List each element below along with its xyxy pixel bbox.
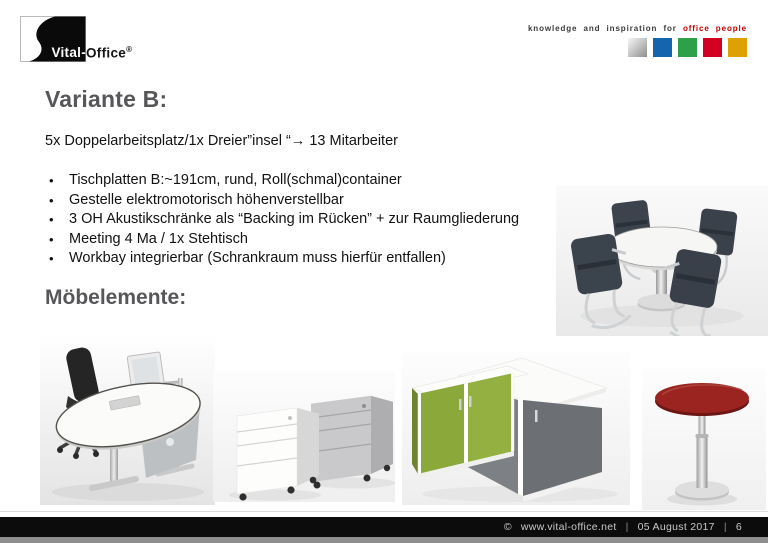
footer-url: www.vital-office.net <box>520 521 617 533</box>
footer-separator: | <box>723 521 727 533</box>
standing-table-image <box>642 368 766 510</box>
page-title: Variante B: <box>45 86 168 112</box>
footer-date: 05 August 2017 <box>637 521 715 533</box>
logo-brand-second: Office® <box>86 45 133 61</box>
bullet-item: • 3 OH Akustikschränke als “Backing im Rücken” + zur Raumgliederung <box>47 210 607 230</box>
acoustic-cabinets-image <box>402 352 630 505</box>
bullet-item: • Gestelle elektromotorisch höhenverstellbar <box>47 191 607 211</box>
rollcontainer-image <box>213 370 395 502</box>
tagline-prefix: knowledge and inspiration for <box>527 24 677 33</box>
footer-strip <box>0 537 768 543</box>
bullet-item: • Workbay integrierbar (Schrankraum muss hierfür entfallen) <box>47 249 607 269</box>
footer-copyright: © <box>503 521 512 533</box>
vital-office-logo <box>20 16 190 68</box>
bullet-item: • Meeting 4 Ma / 1x Stehtisch <box>47 230 607 250</box>
footer-divider <box>0 511 768 512</box>
registered-mark: ® <box>126 45 133 54</box>
footer-bar <box>0 517 768 537</box>
subtitle: 5x Doppelarbeitsplatz/1x Dreier”insel “→ 13 Mitarbeiter <box>45 133 398 149</box>
logo-wordmark <box>20 45 190 65</box>
brand-square-blue <box>653 38 672 57</box>
footer-page-number: 6 <box>735 521 742 533</box>
logo-brand-first: Vital- <box>51 45 86 60</box>
brand-color-squares <box>628 38 747 57</box>
tagline <box>528 24 747 33</box>
brand-square-silver <box>628 38 647 57</box>
brand-square-gold <box>728 38 747 57</box>
section-title: Möbelemente: <box>45 286 187 309</box>
brand-square-red <box>703 38 722 57</box>
bullet-list <box>47 171 607 269</box>
brand-square-green <box>678 38 697 57</box>
footer-separator: | <box>625 521 629 533</box>
tagline-highlight: office people <box>682 24 747 33</box>
meeting-table-image <box>556 186 768 336</box>
desk-image <box>40 332 215 505</box>
bullet-item: • Tischplatten B:~191cm, rund, Roll(schmal)container <box>47 171 607 191</box>
